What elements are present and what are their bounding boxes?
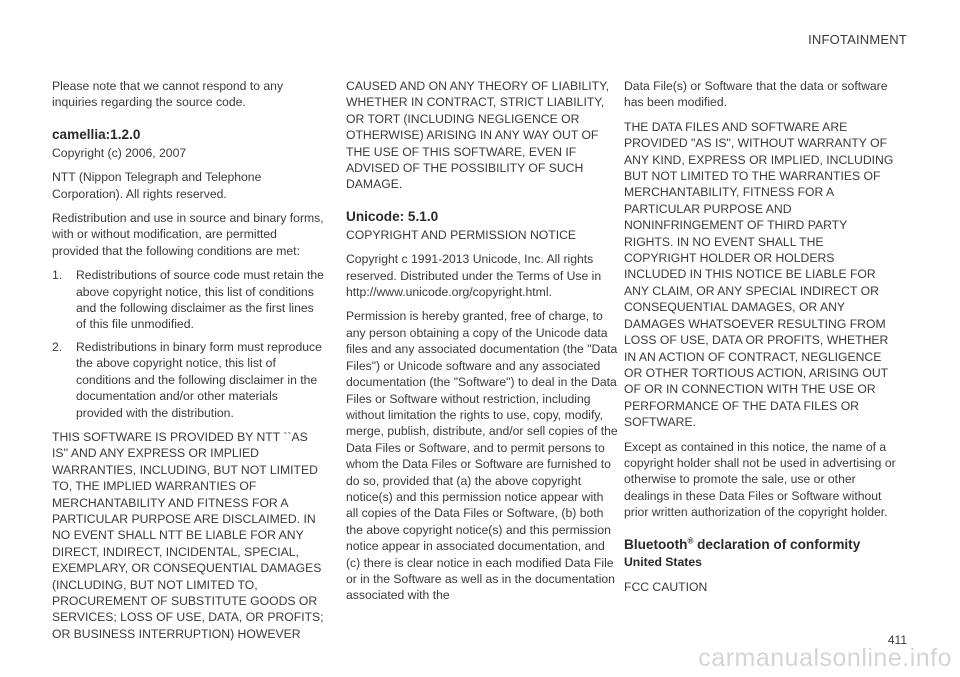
list-item [52,339,324,421]
column-3 [624,78,896,603]
column-2 [346,78,618,612]
page-number: 411 [887,633,907,647]
unicode-copyright: Copyright c 1991-2013 Unicode, Inc. All rights reserved. Distributed under the Terms of Use in http://www.unicode.org/copyright.html. [346,252,602,300]
registered-mark: ® [687,536,694,546]
liability-continuation: CAUSED AND ON ANY THEORY OF LIABILITY, WHETHER IN CONTRACT, STRICT LIABILITY, OR TORT (INCLUDING NEGLIGENCE OR OTHERWISE) ARISING IN ANY WAY OUT OF THE USE OF THIS SOFTWARE, EVEN IF ADVISED OF THE POSSIBILITY OF SUCH DAMAGE. [346,79,610,192]
list-text: Redistributions of source code must retain the above copyright notice, this list of conditions and the following disclaimer as the first lines of this file unmodified. [76,268,324,332]
camellia-copyright: Copyright (c) 2006, 2007 [52,145,187,160]
notice-title: COPYRIGHT AND PERMISSION NOTICE [346,227,577,242]
unicode-disclaimer: THE DATA FILES AND SOFTWARE ARE PROVIDED "AS IS", WITHOUT WARRANTY OF ANY KIND, EXPRESS OR IMPLIED, INCLUDING BUT NOT LIMITED TO THE WARRANTIES OF MERCHANTABILITY, FITNESS FOR A PARTICULAR PURPOSE AND NONINFRINGEMENT OF THIRD PARTY RIGHTS. IN NO EVENT SHALL THE COPYRIGHT HOLDER OR HOLDERS INCLUDED IN THIS NOTICE BE LIABLE FOR ANY CLAIM, OR ANY SPECIAL INDIRECT OR CONSEQUENTIAL DAMAGES, OR ANY DAMAGES WHATSOEVER RESULTING FROM LOSS OF USE, DATA OR PROFITS, WHETHER IN AN ACTION OF CONTRACT, NEGLIGENCE OR OTHER TORTIOUS ACTION, ARISING OUT OF OR IN CONNECTION WITH THE USE OR PERFORMANCE OF THE DATA FILES OR SOFTWARE. [624,119,894,430]
conditions-list [52,267,324,421]
camellia-heading: camellia:1.2.0 [52,126,141,142]
permission-notice: Permission is hereby granted, free of charge, to any person obtaining a copy of the Unicode data files and any associated documentation (the "Data Files") or Unicode software and any associated documentation (the "Software") to deal in the Data Files or Software without restriction, including without limitation the rights to use, copy, modify, merge, publish, distribute, and/or sell copies of the Data Files or Software, and to permit persons to whom the Data Files or Software are furnished to do so, provided that (a) the above copyright notice(s) and this permission notice appear with all copies of the Data Files or Software, (b) both the above copyright notice(s) and this permission notice appear in associated documentation, and (c) there is clear notice in each modified Data File or in the Software as well as in the documentation associated with the [346,309,618,603]
bluetooth-heading-rest: declaration of conformity [693,536,861,552]
watermark-text: carmanualsonline.info [698,644,952,672]
list-number: 2. [52,339,63,354]
list-number: 1. [52,268,63,283]
unicode-heading: Unicode: 5.1.0 [346,208,439,224]
ntt-disclaimer: THIS SOFTWARE IS PROVIDED BY NTT ``AS IS'' AND ANY EXPRESS OR IMPLIED WARRANTIES, INCLUDING, BUT NOT LIMITED TO, THE IMPLIED WARRANTIES OF MERCHANTABILITY AND FITNESS FOR A PARTICULAR PURPOSE ARE DISCLAIMED. IN NO EVENT SHALL NTT BE LIABLE FOR ANY DIRECT, INDIRECT, INCIDENTAL, SPECIAL, EXEMPLARY, OR CONSEQUENTIAL DAMAGES (INCLUDING, BUT NOT LIMITED TO, PROCUREMENT OF SUBSTITUTE GOODS OR SERVICES; LOSS OF USE, DATA, OR PROFITS; OR BUSINESS INTERRUPTION) HOWEVER [52,429,324,641]
list-text: Redistributions in binary form must reproduce the above copyright notice, this list of conditions and the following disclaimer in the documentation and/or other materials provided with the distribution. [76,339,322,420]
section-header: INFOTAINMENT [808,32,907,47]
bluetooth-heading [624,537,896,553]
source-code-note: Please note that we cannot respond to any inquiries regarding the source code. [52,79,284,110]
list-item [52,267,324,333]
advertising-notice: Except as contained in this notice, the name of a copyright holder shall not be used in advertising or otherwise to promote the sale, use or other dealings in these Data Files or Software without prior written authorization of the copyright holder. [624,439,896,520]
ntt-rights: NTT (Nippon Telegraph and Telephone Corporation). All rights reserved. [52,170,262,201]
permission-continuation: Data File(s) or Software that the data or software has been modified. [624,79,888,110]
united-states-subheading: United States [624,554,702,569]
column-1 [52,78,324,650]
redistribution-conditions: Redistribution and use in source and binary forms, with or without modification, are permitted provided that the following conditions are met: [52,211,324,258]
fcc-caution: FCC CAUTION [624,579,708,594]
bluetooth-word: Bluetooth [624,536,688,552]
